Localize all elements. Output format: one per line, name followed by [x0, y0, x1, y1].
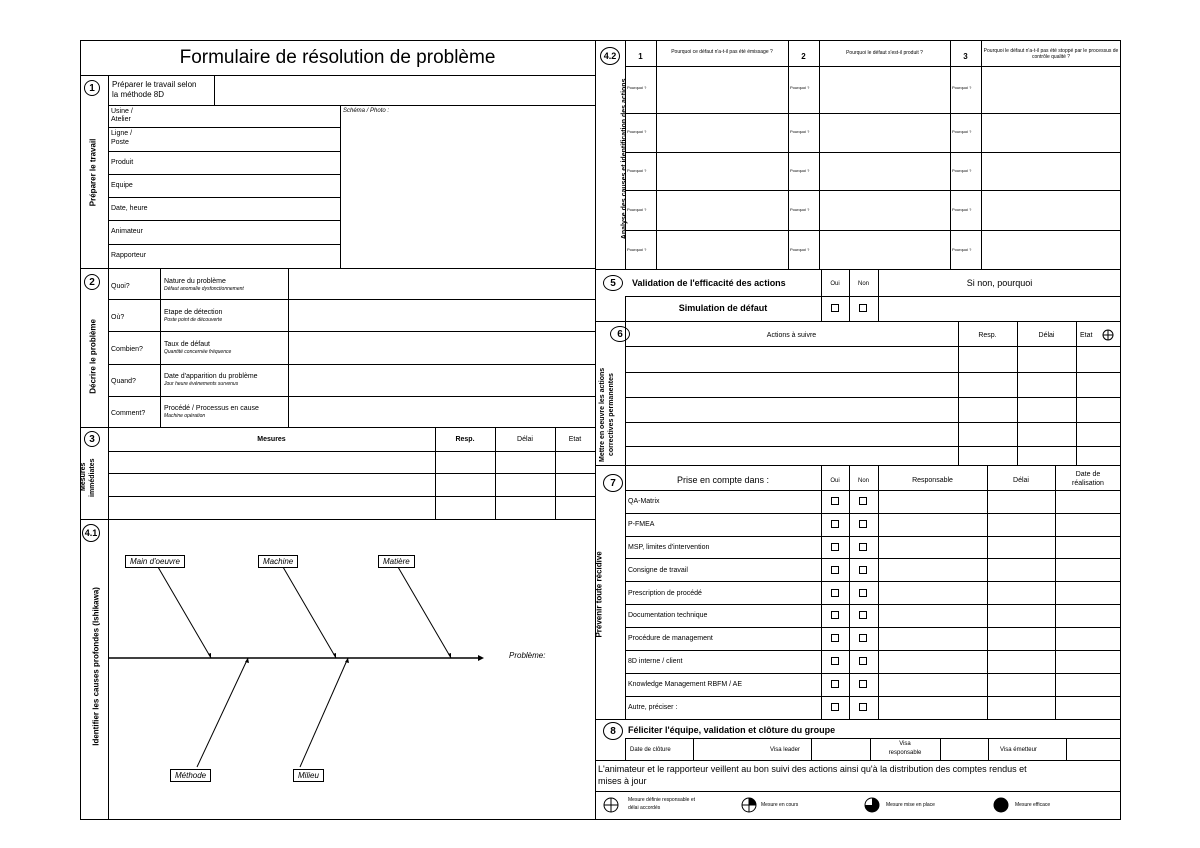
prev-row-label-10: Autre, préciser :	[628, 704, 678, 711]
why-1-1: Pourquoi ?	[627, 85, 647, 90]
section-5-number: 5	[603, 275, 623, 291]
s7-oui: Oui	[830, 478, 840, 484]
prev-row-label-7: Procédure de management	[628, 635, 713, 642]
q-quoi-sub: Défaut anomalie dysfonctionnement	[164, 286, 244, 292]
q-quoi: Quoi?	[111, 283, 130, 290]
section-1-number: 1	[84, 80, 100, 96]
s6-h-delai: Délai	[1038, 332, 1055, 339]
prev-row-5-oui[interactable]	[831, 589, 839, 597]
prev-row-8-oui[interactable]	[831, 657, 839, 665]
why-2-4: Pourquoi ?	[790, 207, 810, 212]
section-3-number: 3	[84, 431, 100, 447]
why-2-1: Pourquoi ?	[790, 85, 810, 90]
section-7-label: Prévenir toute récidive	[594, 551, 604, 638]
s8-visa-emetteur: Visa émetteur	[1000, 747, 1037, 753]
section-7-number: 7	[603, 474, 623, 492]
q-quand-nature: Date d'apparition du problème	[164, 373, 258, 380]
footer-note-line-1: L'animateur et le rapporteur veillent au bon suivi des actions ainsi qu'à la distribution des comptes rendus et	[598, 764, 1027, 774]
s6-h-actions: Actions à suivre	[766, 332, 817, 339]
q-combien: Combien?	[111, 346, 143, 353]
why-col-3-question: Pourquoi le défaut n'a-t-il pas été stoppé par le processus de contrôle qualité ?	[983, 48, 1119, 60]
prev-row-label-4: Consigne de travail	[628, 567, 688, 574]
prev-row-label-8: 8D interne / client	[628, 658, 683, 665]
prev-row-10-oui[interactable]	[831, 703, 839, 711]
prev-row-5-non[interactable]	[859, 589, 867, 597]
prev-row-2-oui[interactable]	[831, 520, 839, 528]
q-ou-nature: Etape de détection	[164, 309, 223, 316]
sketch-label: Schéma / Photo :	[343, 108, 390, 114]
why-col-2-question: Pourquoi le défaut s'est-il produit ?	[846, 50, 923, 56]
info-label-5: Date, heure	[111, 205, 148, 212]
section-4-1-label: Identifier les causes profondes (Ishikawa)	[91, 587, 101, 746]
s7-h-date-2: réalisation	[1072, 480, 1104, 487]
prev-row-7-non[interactable]	[859, 634, 867, 642]
why-1-4: Pourquoi ?	[627, 207, 647, 212]
q-comment: Comment?	[111, 410, 146, 417]
legend-in-progress-icon	[741, 797, 757, 813]
section-3-label-1: Mesures	[80, 462, 87, 491]
prev-row-3-non[interactable]	[859, 543, 867, 551]
prev-row-6-non[interactable]	[859, 611, 867, 619]
info-label-6: Animateur	[111, 228, 143, 235]
legend-defined-icon	[603, 797, 619, 813]
prep-line-1: Préparer le travail selon	[112, 80, 197, 89]
why-col-1-question: Pourquoi ce défaut n'a-t-il pas été émissage ?	[671, 49, 773, 55]
s5-oui: Oui	[830, 281, 840, 287]
why-3-3: Pourquoi ?	[952, 168, 972, 173]
info-label-4: Equipe	[111, 182, 133, 189]
s6-h-resp: Resp.	[978, 332, 997, 339]
info-label-1a: Usine /	[111, 108, 133, 115]
section-4-2-number: 4.2	[600, 47, 620, 65]
q-comment-sub: Machine opération	[164, 413, 206, 419]
s7-h-date-1: Date de	[1075, 471, 1101, 478]
why-2-3: Pourquoi ?	[790, 168, 810, 173]
s7-h-resp: Responsable	[912, 477, 953, 484]
info-label-7: Rapporteur	[111, 252, 147, 259]
s8-title: Féliciter l'équipe, validation et clôture du groupe	[628, 725, 836, 735]
prep-line-2: la méthode 8D	[112, 90, 165, 99]
legend-effective-label: Mesure efficace	[1015, 802, 1051, 808]
fish-label-matiere: Matière	[378, 555, 415, 568]
prev-row-label-2: P-FMEA	[628, 521, 655, 528]
section-4-1-number: 4.1	[82, 524, 100, 542]
prev-row-9-non[interactable]	[859, 680, 867, 688]
legend-defined-label-2: délai accordés	[628, 805, 661, 811]
s5-non: Non	[857, 281, 869, 287]
prev-row-label-3: MSP, limites d'intervention	[628, 544, 710, 551]
info-label-1b: Atelier	[111, 116, 131, 123]
s3-h-resp: Resp.	[455, 436, 475, 443]
prev-row-label-1: QA-Matrix	[628, 498, 660, 505]
q-ou-sub: Poste point de découverte	[164, 317, 223, 323]
why-1-2: Pourquoi ?	[627, 129, 647, 134]
fish-label-main-doeuvre: Main d'oeuvre	[125, 555, 185, 568]
page-title: Formulaire de résolution de problème	[179, 47, 496, 68]
s8-visa-resp-1: Visa	[899, 741, 911, 747]
section-3-label-2: immédiates	[89, 458, 96, 497]
section-8-number: 8	[603, 722, 623, 740]
info-label-3: Produit	[111, 159, 134, 166]
s5-si-non: Si non, pourquoi	[966, 278, 1033, 288]
prev-row-2-non[interactable]	[859, 520, 867, 528]
section-1-label: Préparer le travail	[88, 138, 98, 207]
section-6-number: 6	[610, 326, 630, 342]
bone-milieu	[300, 658, 348, 767]
prev-row-1-non[interactable]	[859, 497, 867, 505]
prev-row-6-oui[interactable]	[831, 611, 839, 619]
legend-implemented-icon	[864, 797, 880, 813]
fish-problem-label: Problème:	[509, 651, 546, 660]
prev-row-9-oui[interactable]	[831, 680, 839, 688]
prev-row-label-6: Documentation technique	[628, 612, 708, 619]
etat-quarter-icon	[1102, 329, 1114, 341]
section-4-2-label: Analyse des causes et identification des actions	[621, 78, 629, 240]
fish-label-machine: Machine	[258, 555, 298, 568]
fish-label-milieu: Milieu	[293, 769, 324, 782]
why-col-3-num: 3	[963, 52, 968, 61]
info-label-2b: Poste	[111, 139, 129, 146]
q-quoi-nature: Nature du problème	[164, 278, 226, 285]
bone-machine	[283, 567, 336, 658]
s8-date-cloture: Date de clôture	[630, 747, 671, 753]
why-col-1-num: 1	[638, 52, 643, 61]
legend-effective-icon	[993, 797, 1009, 813]
s8-visa-leader: Visa leader	[770, 747, 800, 753]
s7-non: Non	[857, 478, 869, 484]
s5-oui-checkbox[interactable]	[831, 304, 839, 312]
why-3-4: Pourquoi ?	[952, 207, 972, 212]
s3-h-delai: Délai	[517, 436, 533, 443]
fish-spine-arrow	[478, 655, 484, 661]
q-comment-nature: Procédé / Processus en cause	[164, 405, 259, 412]
prev-row-7-oui[interactable]	[831, 634, 839, 642]
bone-main-doeuvre	[158, 567, 211, 658]
s8-visa-resp-2: responsable	[888, 750, 922, 756]
q-combien-nature: Taux de défaut	[164, 341, 210, 348]
section-2-number: 2	[84, 274, 100, 290]
bone-methode	[197, 658, 248, 767]
s3-h-etat: Etat	[568, 436, 582, 443]
center-divider	[595, 40, 596, 820]
why-3-5: Pourquoi ?	[952, 247, 972, 252]
prev-row-4-non[interactable]	[859, 566, 867, 574]
why-1-3: Pourquoi ?	[627, 168, 647, 173]
s7-title: Prise en compte dans :	[676, 475, 770, 485]
footer-note-line-2: mises à jour	[598, 776, 647, 786]
legend-in-progress-label: Mesure en cours	[761, 802, 799, 808]
s7-h-delai: Délai	[1013, 477, 1029, 484]
prev-row-1-oui[interactable]	[831, 497, 839, 505]
q-ou: Où?	[111, 314, 125, 321]
info-label-2a: Ligne /	[111, 130, 133, 137]
fish-label-methode: Méthode	[170, 769, 211, 782]
s5-non-checkbox[interactable]	[859, 304, 867, 312]
prev-row-3-oui[interactable]	[831, 543, 839, 551]
why-2-2: Pourquoi ?	[790, 129, 810, 134]
prev-row-10-non[interactable]	[859, 703, 867, 711]
why-3-1: Pourquoi ?	[952, 85, 972, 90]
prev-row-8-non[interactable]	[859, 657, 867, 665]
why-2-5: Pourquoi ?	[790, 247, 810, 252]
s5-title: Validation de l'efficacité des actions	[632, 278, 786, 288]
s6-h-etat: Etat	[1080, 332, 1093, 339]
s5-simulation: Simulation de défaut	[678, 303, 768, 313]
why-3-2: Pourquoi ?	[952, 129, 972, 134]
prev-row-label-9: Knowledge Management RBFM / AE	[628, 681, 743, 688]
prev-row-4-oui[interactable]	[831, 566, 839, 574]
why-col-2-num: 2	[801, 52, 806, 61]
q-quand: Quand?	[111, 378, 136, 385]
bone-matiere	[398, 567, 451, 658]
legend-implemented-label: Mesure mise en place	[886, 802, 935, 808]
why-1-5: Pourquoi ?	[627, 247, 647, 252]
legend-defined-label-1: Mesure définie responsable et	[628, 797, 695, 803]
q-combien-sub: Quantité concernée fréquence	[164, 349, 232, 355]
prev-row-label-5: Prescription de procédé	[628, 590, 702, 597]
s3-h-mesures: Mesures	[257, 436, 286, 443]
section-2-label: Décrire le problème	[88, 319, 98, 394]
q-quand-sub: Jour heure événements survenus	[164, 381, 239, 387]
section-6-label-2: correctives permanentes	[608, 373, 615, 456]
section-6-label-1: Mettre en oeuvre les actions	[599, 367, 606, 462]
